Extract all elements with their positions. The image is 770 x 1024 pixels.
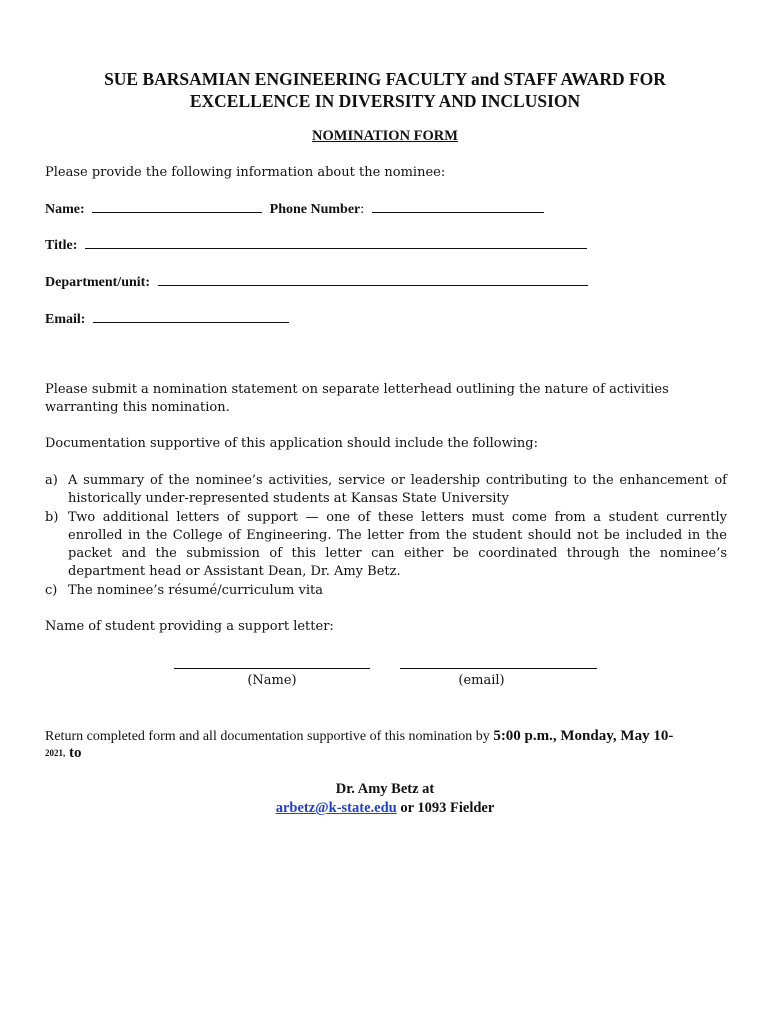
title-row — [45, 236, 587, 254]
phone-label: Phone Number — [269, 202, 361, 217]
documentation-intro: Documentation supportive of this application should include the following: — [45, 436, 538, 451]
document-title — [0, 68, 770, 112]
department-input-line[interactable] — [158, 273, 588, 286]
list-item-text: A summary of the nominee’s activities, service or leadership contributing to the enhancement of historically under-represented students at Kansas State University — [68, 473, 727, 507]
return-to: to — [65, 745, 82, 761]
contact-location: or 1093 Fielder — [396, 800, 495, 816]
title-line-2: EXCELLENCE IN DIVERSITY AND INCLUSION — [189, 91, 581, 111]
list-marker: b) — [45, 509, 59, 525]
form-subtitle: NOMINATION FORM — [312, 128, 458, 144]
contact-line — [0, 799, 770, 818]
email-input-line[interactable] — [93, 310, 289, 323]
intro-text: Please provide the following information about the nominee: — [45, 165, 446, 180]
student-email-line[interactable] — [400, 667, 597, 669]
department-label: Department/unit: — [45, 275, 150, 290]
statement-text: Please submit a nomination statement on separate letterhead outlining the nature of activities warranting this nomination. — [45, 382, 669, 415]
return-lead: Return completed form and all documentation supportive of this nomination by — [45, 729, 494, 744]
student-letter-label: Name of student providing a support letter: — [45, 619, 334, 634]
title-line-1: SUE BARSAMIAN ENGINEERING FACULTY and STAFF AWARD FOR — [104, 69, 666, 89]
list-marker: a) — [45, 473, 58, 488]
list-marker: c) — [45, 582, 58, 598]
list-item-text: Two additional letters of support — one of these letters must come from a student currently enrolled in the College of Engineering. The letter from the student should not be included in the packet and the submission of this letter can either be coordinated through the nominee’s department head or Assistant Dean, Dr. Amy Betz. — [68, 509, 727, 580]
list-item — [45, 472, 727, 509]
deadline: 5:00 p.m., Monday, May 10 — [493, 728, 669, 744]
contact-email-link[interactable]: arbetz@k-state.edu — [275, 800, 397, 816]
documentation-list — [45, 472, 727, 600]
student-name-line[interactable] — [174, 667, 370, 669]
list-item — [45, 582, 727, 600]
return-instructions: Return completed form and all documentation supportive of this nomination by 5:00 p.m., Monday, May 10- $^{2021,}$ to — [45, 728, 674, 761]
email-row — [45, 310, 289, 328]
name-input-line[interactable] — [92, 200, 262, 213]
contact-name: Dr. Amy Betz at — [335, 781, 435, 797]
email-label: Email: — [45, 312, 86, 327]
student-email-caption: (email) — [458, 673, 505, 688]
title-label: Title: — [45, 238, 78, 253]
list-item-text: The nominee’s résumé/curriculum vita — [68, 582, 323, 598]
name-label: Name: — [45, 202, 85, 217]
deadline-year: 2021, — [45, 748, 66, 758]
phone-input-line[interactable] — [372, 200, 544, 213]
list-item — [45, 509, 727, 582]
student-name-caption: (Name) — [247, 673, 297, 688]
title-input-line[interactable] — [85, 236, 587, 249]
name-phone-row: Name: Phone Number: — [45, 200, 544, 218]
department-row — [45, 273, 588, 291]
